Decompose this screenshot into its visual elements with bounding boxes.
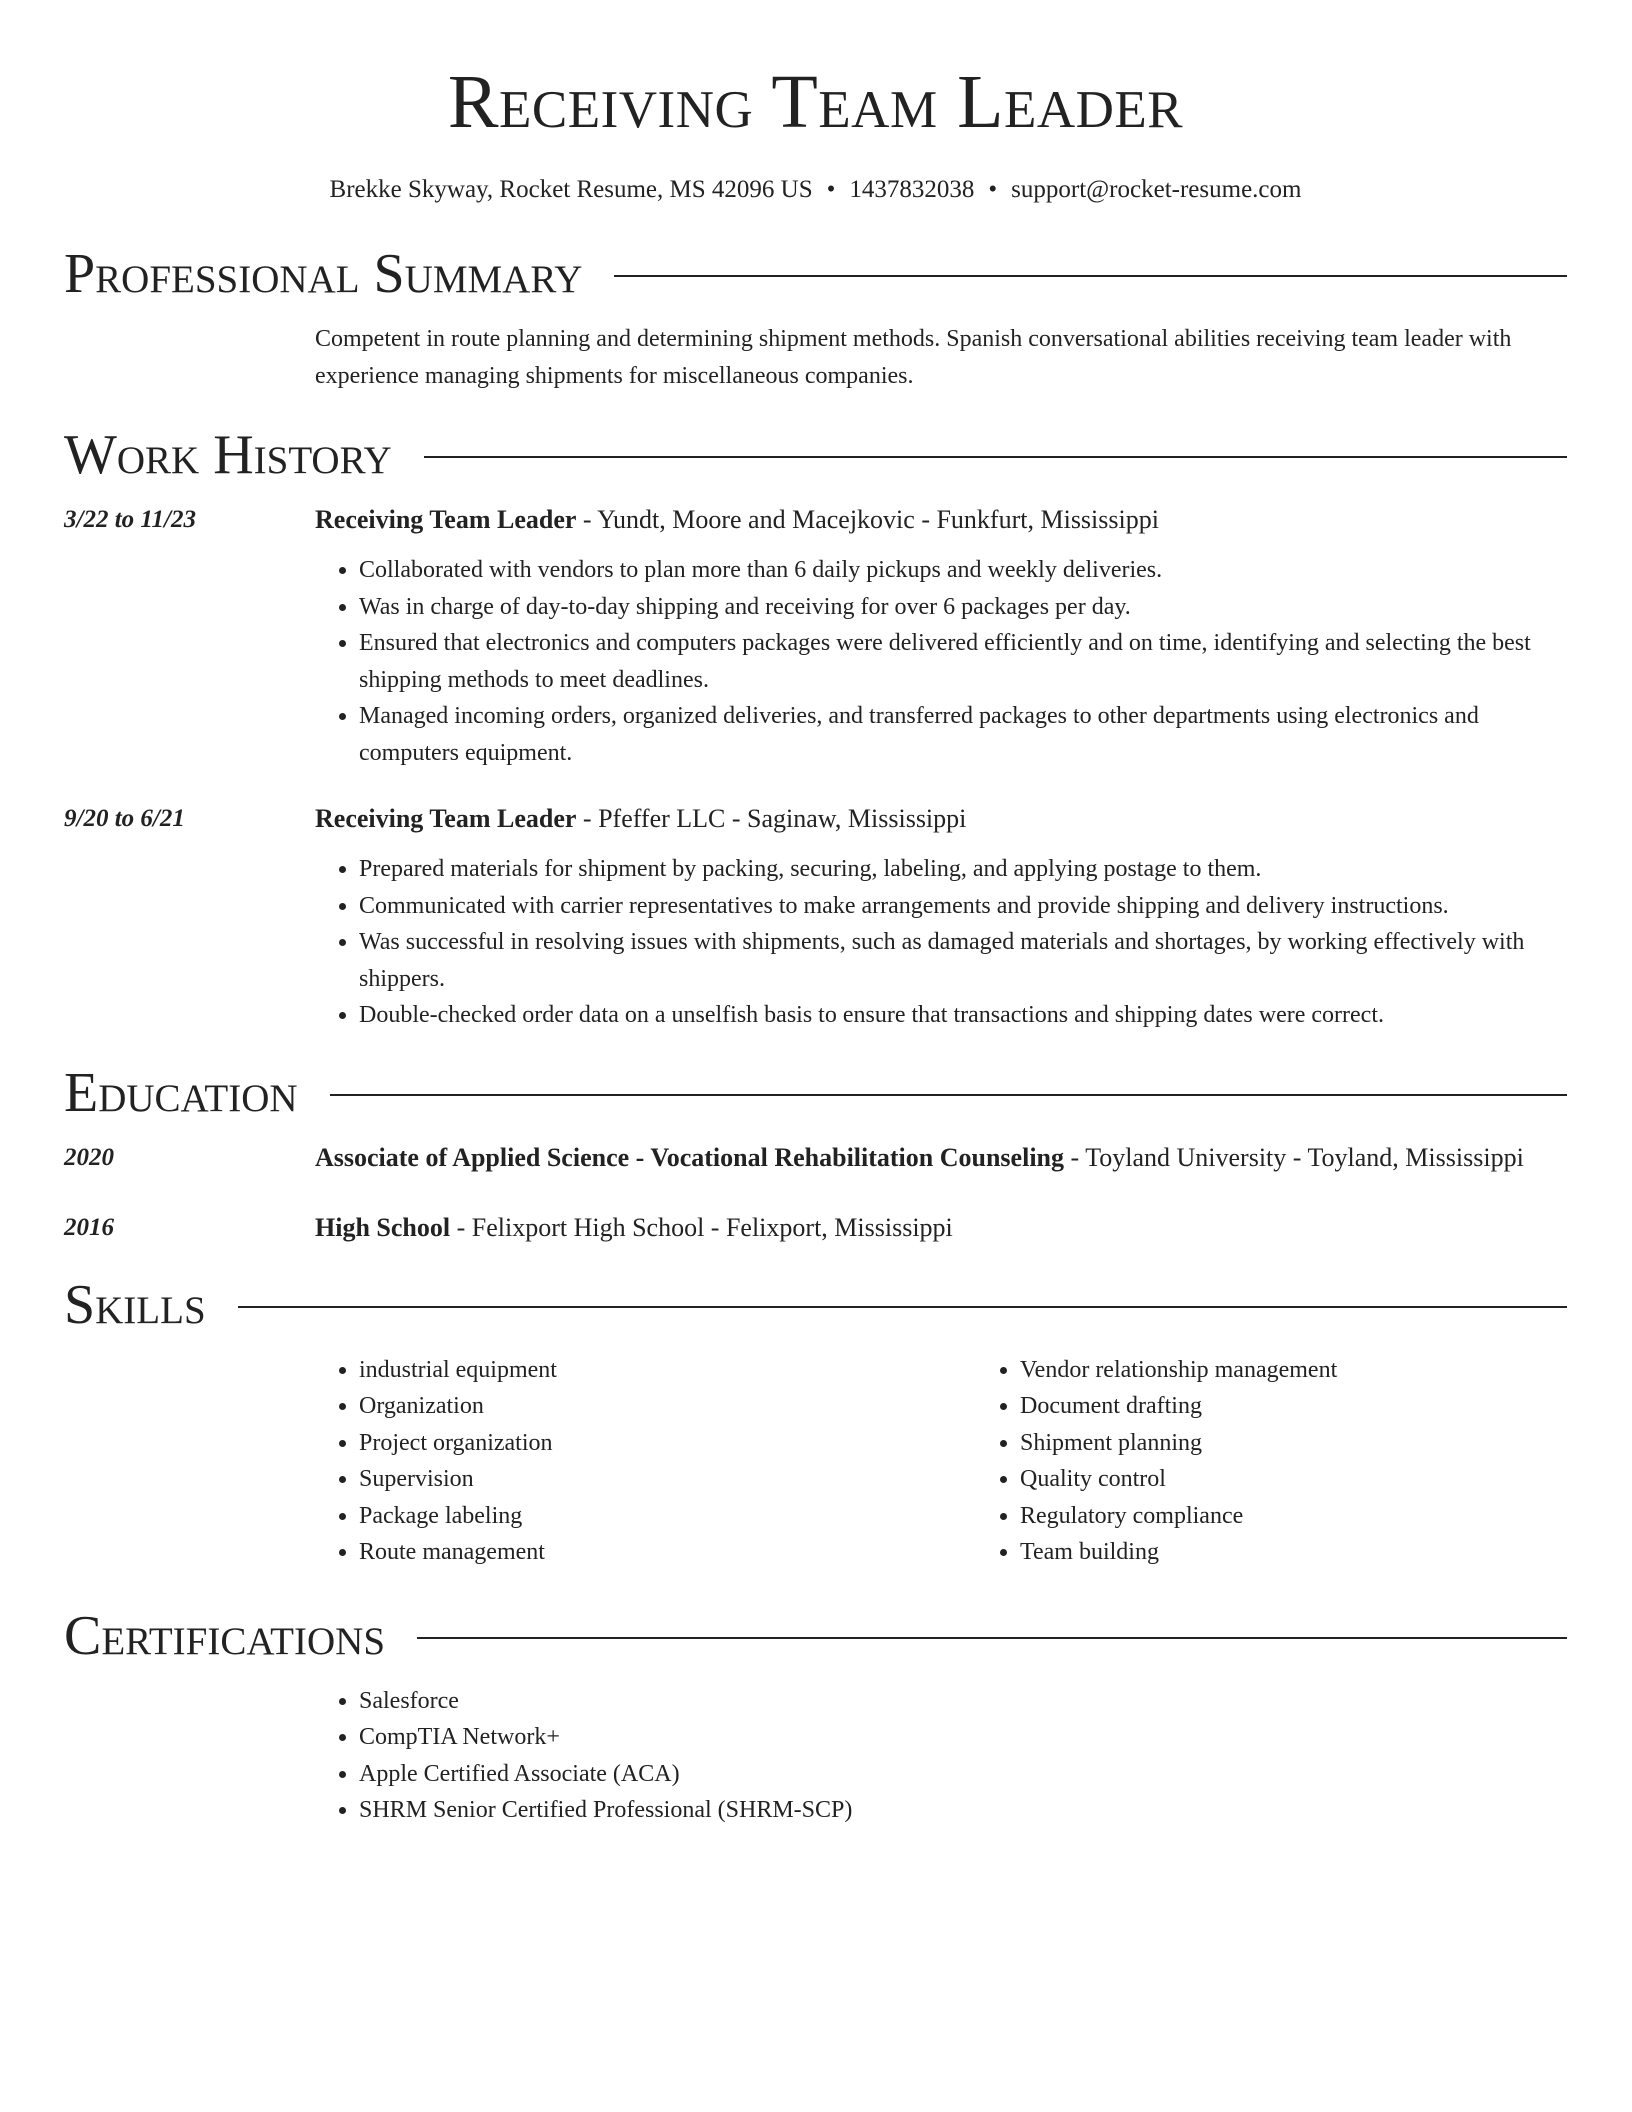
contact-email: support@rocket-resume.com [1011, 176, 1302, 203]
education-entry [64, 1212, 1567, 1244]
list-item: • industrial equipment [359, 1352, 976, 1389]
list-item: • Ensured that electronics and computers packages were delivered efficiently and on time, identifying and selecting the best shipping methods to meet deadlines. [359, 625, 1567, 698]
list-item: • Apple Certified Associate (ACA) [359, 1756, 1567, 1793]
certifications-section-header [64, 1601, 1567, 1671]
job-entry [64, 803, 1567, 1034]
summary-row [64, 321, 1567, 394]
contact-phone: 1437832038 [849, 176, 975, 203]
section-divider [417, 1637, 1567, 1639]
list-item: • Collaborated with vendors to plan more than 6 daily pickups and weekly deliveries. [359, 552, 1567, 589]
list-item: • Project organization [359, 1425, 976, 1462]
job-dates: 9/20 to 6/21 [64, 805, 185, 832]
list-item: • CompTIA Network+ [359, 1719, 1567, 1756]
job-details: - Pfeffer LLC - Saginaw, Mississippi [576, 804, 967, 833]
education-degree: Associate of Applied Science - Vocational Rehabilitation Counseling [315, 1142, 1064, 1172]
summary-section-title: Professional Summary [64, 243, 583, 305]
list-item: • Salesforce [359, 1683, 1567, 1720]
list-item: • Double-checked order data on a unselfish basis to ensure that transactions and shipping dates were correct. [359, 997, 1567, 1034]
skills-row [64, 1352, 1567, 1571]
section-divider [238, 1306, 1567, 1308]
education-entry [64, 1142, 1567, 1174]
job-role: Receiving Team Leader [315, 804, 577, 833]
list-item: • Was in charge of day-to-day shipping and receiving for over 6 packages per day. [359, 589, 1567, 626]
job-bullets [315, 851, 1567, 1034]
job-details: - Yundt, Moore and Macejkovic - Funkfurt, Mississippi [576, 505, 1159, 534]
job-heading [315, 803, 1567, 835]
certifications-list [315, 1683, 1567, 1829]
work-section-title: Work History [64, 424, 392, 486]
contact-separator: • [988, 176, 998, 203]
list-item: • SHRM Senior Certified Professional (SHRM-SCP) [359, 1792, 1567, 1829]
contact-address: Brekke Skyway, Rocket Resume, MS 42096 US [329, 176, 813, 203]
contact-line [64, 174, 1567, 206]
skills-section-title: Skills [64, 1273, 206, 1336]
education-degree: High School [315, 1212, 451, 1242]
list-item: • Vendor relationship management [1020, 1352, 1632, 1389]
list-item: • Shipment planning [1020, 1425, 1632, 1462]
education-details: - Toyland University - Toyland, Mississippi [1064, 1142, 1524, 1172]
education-details: - Felixport High School - Felixport, Mississippi [450, 1212, 953, 1242]
list-item: • Was successful in resolving issues with shipments, such as damaged materials and shortages, by working effectively with shippers. [359, 924, 1567, 997]
list-item: • Managed incoming orders, organized deliveries, and transferred packages to other departments using electronics and computers equipment. [359, 698, 1567, 771]
skills-columns [315, 1352, 1632, 1571]
work-section-header [64, 420, 1567, 490]
job-bullets [315, 552, 1567, 771]
list-item: • Organization [359, 1388, 976, 1425]
education-year: 2020 [64, 1143, 114, 1171]
section-divider [424, 456, 1567, 458]
skills-list-right [976, 1352, 1632, 1571]
summary-text: Competent in route planning and determining shipment methods. Spanish conversational abilities receiving team leader with experience managing shipments for miscellaneous companies. [315, 326, 1512, 389]
contact-separator: • [826, 176, 836, 203]
list-item: • Document drafting [1020, 1388, 1632, 1425]
skills-list-left [315, 1352, 976, 1571]
list-item: • Quality control [1020, 1461, 1632, 1498]
list-item: • Prepared materials for shipment by packing, securing, labeling, and applying postage to them. [359, 851, 1567, 888]
list-item: • Package labeling [359, 1498, 976, 1535]
education-section-header [64, 1058, 1567, 1128]
education-section-title: Education [64, 1061, 298, 1124]
list-item: • Route management [359, 1534, 976, 1571]
list-item: • Communicated with carrier representatives to make arrangements and provide shipping and delivery instructions. [359, 888, 1567, 925]
certifications-section-title: Certifications [64, 1604, 386, 1667]
skills-section-header [64, 1270, 1567, 1340]
certifications-row [64, 1683, 1567, 1829]
job-role: Receiving Team Leader [315, 505, 577, 534]
summary-section-header [64, 239, 1567, 309]
job-dates: 3/22 to 11/23 [64, 506, 196, 533]
section-divider [330, 1094, 1567, 1096]
section-divider [614, 275, 1567, 277]
resume-title: Receiving Team Leader [447, 60, 1184, 144]
list-item: • Regulatory compliance [1020, 1498, 1632, 1535]
job-heading [315, 504, 1567, 536]
list-item: • Supervision [359, 1461, 976, 1498]
list-item: • Team building [1020, 1534, 1632, 1571]
resume-page [64, 0, 1567, 1829]
job-entry [64, 504, 1567, 771]
education-year: 2016 [64, 1213, 114, 1241]
